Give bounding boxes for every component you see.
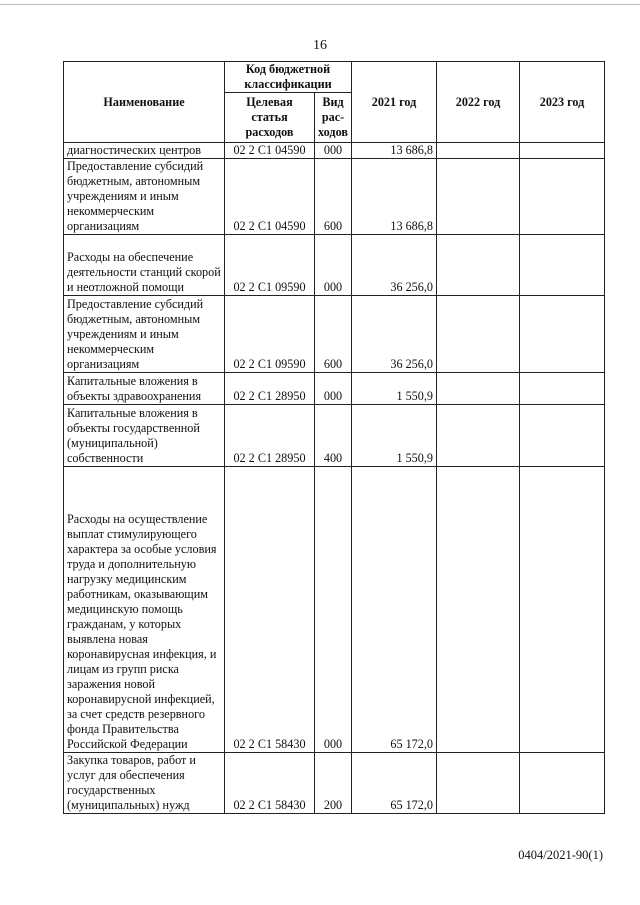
row-target: 02 2 С1 28950 — [225, 373, 315, 405]
row-2022 — [437, 373, 520, 405]
row-2023 — [520, 373, 605, 405]
row-2021: 65 172,0 — [352, 753, 437, 814]
row-2022 — [437, 753, 520, 814]
table-row — [64, 235, 605, 296]
row-target: 02 2 С1 04590 — [225, 143, 315, 159]
header-2022: 2022 год — [437, 62, 520, 143]
row-target: 02 2 С1 09590 — [225, 235, 315, 296]
table-row — [64, 405, 605, 467]
header-target: Целевая статья расходов — [225, 93, 315, 143]
row-type: 400 — [315, 405, 352, 467]
page-number: 16 — [313, 38, 327, 53]
scan-top-edge — [0, 4, 640, 5]
row-name: Капитальные вложения в объекты здравоохранения — [64, 373, 225, 405]
row-type: 000 — [315, 235, 352, 296]
row-2021: 36 256,0 — [352, 235, 437, 296]
table-row — [64, 467, 605, 753]
budget-table — [63, 61, 605, 814]
row-name: Расходы на осуществление выплат стимулирующего характера за особые условия труда и дополнительную нагрузку медицинским работникам, оказывающим медицинскую помощь гражданам, у которых выявлена новая коронавирусная инфекция, и лицам из групп риска заражения новой коронавирусной инфекцией, за счет средств резервного фонда Правительства Российской Федерации — [64, 467, 225, 753]
row-2023 — [520, 467, 605, 753]
row-2021: 65 172,0 — [352, 467, 437, 753]
row-type: 600 — [315, 159, 352, 235]
table-row — [64, 373, 605, 405]
row-type: 000 — [315, 373, 352, 405]
row-name: Капитальные вложения в объекты государственной (муниципальной) собственности — [64, 405, 225, 467]
row-2022 — [437, 143, 520, 159]
row-type: 200 — [315, 753, 352, 814]
row-2021: 13 686,8 — [352, 143, 437, 159]
row-2021: 1 550,9 — [352, 405, 437, 467]
row-2022 — [437, 235, 520, 296]
row-2023 — [520, 405, 605, 467]
row-target: 02 2 С1 28950 — [225, 405, 315, 467]
document-code: 0404/2021-90(1) — [518, 848, 603, 862]
table-row — [64, 143, 605, 159]
row-2022 — [437, 159, 520, 235]
row-2021: 13 686,8 — [352, 159, 437, 235]
table-row — [64, 159, 605, 235]
header-2023: 2023 год — [520, 62, 605, 143]
table-row — [64, 296, 605, 373]
row-target: 02 2 С1 09590 — [225, 296, 315, 373]
row-target: 02 2 С1 58430 — [225, 467, 315, 753]
row-name: Предоставление субсидий бюджетным, автономным учреждениям и иным некоммерческим организациям — [64, 296, 225, 373]
row-name: Расходы на обеспечение деятельности станций скорой и неотложной помощи — [64, 235, 225, 296]
row-2023 — [520, 296, 605, 373]
row-type: 000 — [315, 467, 352, 753]
row-2023 — [520, 753, 605, 814]
row-type: 600 — [315, 296, 352, 373]
row-2022 — [437, 467, 520, 753]
row-name: диагностических центров — [64, 143, 225, 159]
row-target: 02 2 С1 04590 — [225, 159, 315, 235]
row-2023 — [520, 235, 605, 296]
row-2021: 36 256,0 — [352, 296, 437, 373]
row-target: 02 2 С1 58430 — [225, 753, 315, 814]
row-name: Предоставление субсидий бюджетным, автономным учреждениям и иным некоммерческим организациям — [64, 159, 225, 235]
row-2023 — [520, 143, 605, 159]
row-name: Закупка товаров, работ и услуг для обеспечения государственных (муниципальных) нужд — [64, 753, 225, 814]
row-2021: 1 550,9 — [352, 373, 437, 405]
row-2023 — [520, 159, 605, 235]
row-2022 — [437, 405, 520, 467]
header-type: Вид рас-ходов — [315, 93, 352, 143]
header-name: Наименование — [64, 62, 225, 143]
row-type: 000 — [315, 143, 352, 159]
header-2021: 2021 год — [352, 62, 437, 143]
header-code-group: Код бюджетной классификации — [225, 62, 352, 93]
row-2022 — [437, 296, 520, 373]
table-row — [64, 753, 605, 814]
